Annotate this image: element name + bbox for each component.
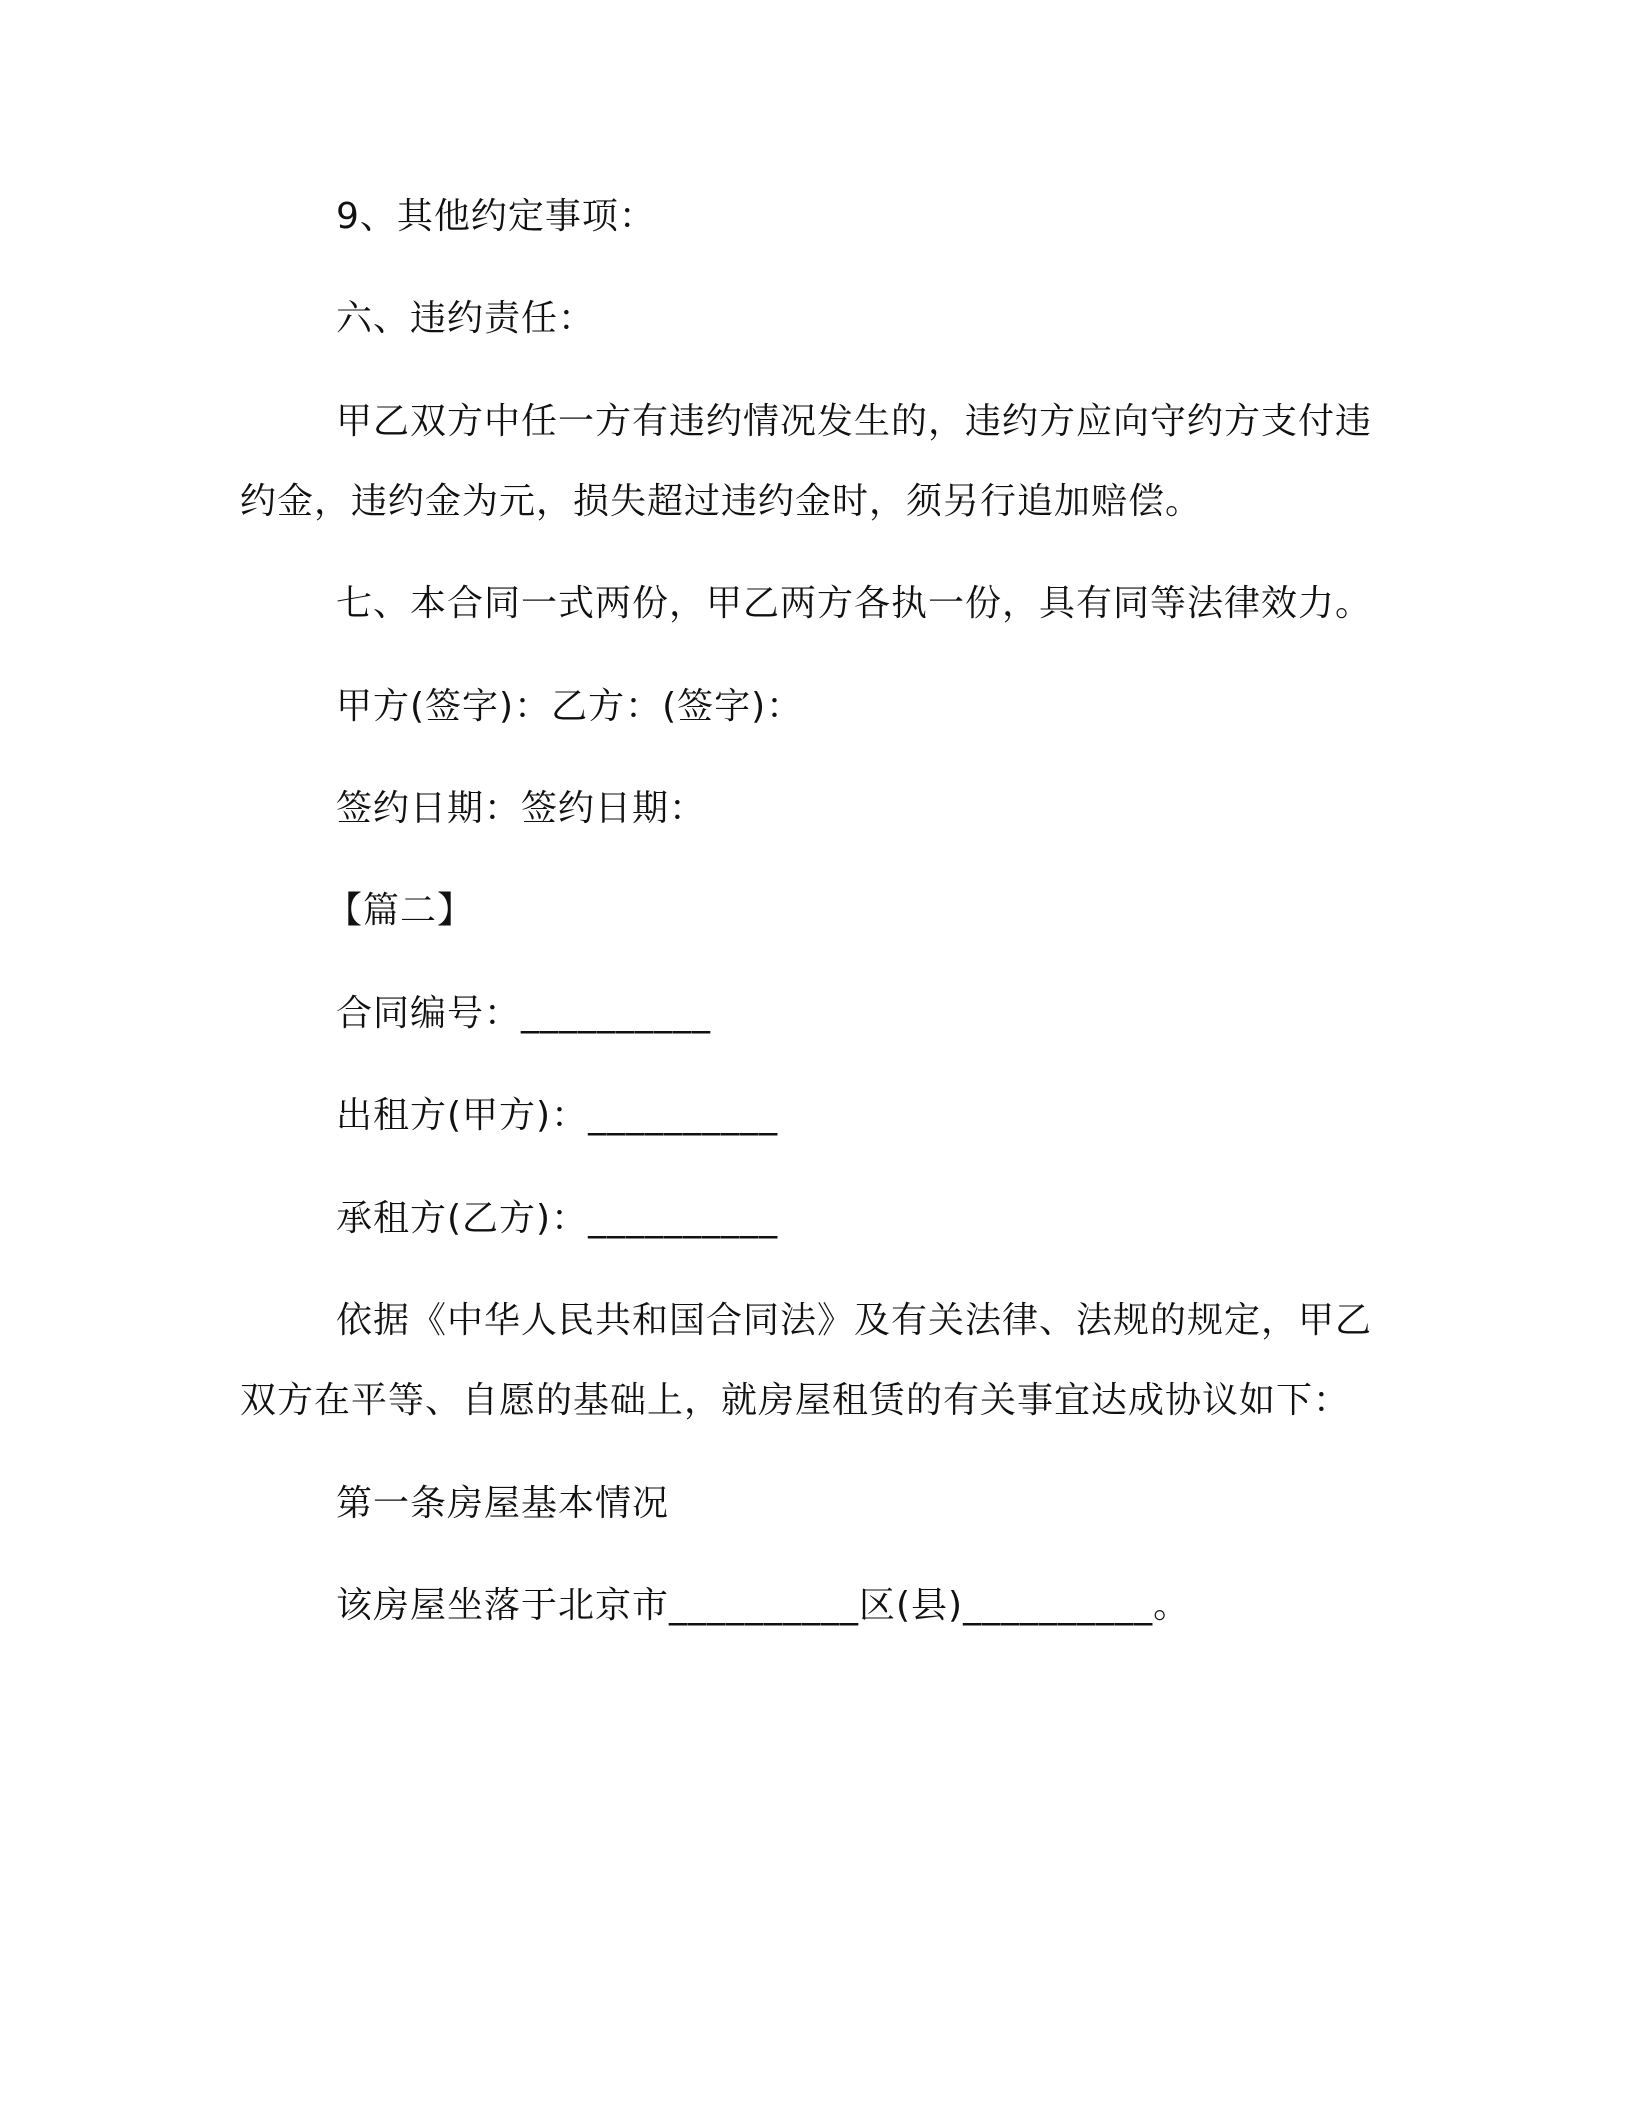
breach-paragraph-line-2: 约金，违约金为元，损失超过违约金时，须另行追加赔偿。 <box>240 481 1203 522</box>
part-two-heading: 【篇二】 <box>326 890 475 931</box>
lessee-field: 承租方(乙方)：__________ <box>336 1198 779 1239</box>
preamble-line-2: 双方在平等、自愿的基础上，就房屋租赁的有关事宜达成协议如下： <box>240 1380 1351 1421</box>
signing-date-line: 签约日期：签约日期： <box>336 788 707 829</box>
lessor-field: 出租方(甲方)：__________ <box>336 1095 779 1136</box>
section-6-breach-heading: 六、违约责任： <box>336 298 596 339</box>
article-1-heading: 第一条房屋基本情况 <box>336 1483 670 1524</box>
section-7-copies: 七、本合同一式两份，甲乙两方各执一份，具有同等法律效力。 <box>336 583 1373 624</box>
signature-line: 甲方(签字)：乙方：(签字)： <box>336 686 804 727</box>
clause-9-other-matters: 9、其他约定事项： <box>336 196 656 237</box>
breach-paragraph-line-1: 甲乙双方中任一方有违约情况发生的，违约方应向守约方支付违 <box>336 401 1373 442</box>
contract-number-field: 合同编号：__________ <box>336 993 712 1034</box>
preamble-line-1: 依据《中华人民共和国合同法》及有关法律、法规的规定，甲乙 <box>336 1300 1373 1341</box>
property-location-field: 该房屋坐落于北京市__________区(县)__________。 <box>336 1585 1191 1626</box>
